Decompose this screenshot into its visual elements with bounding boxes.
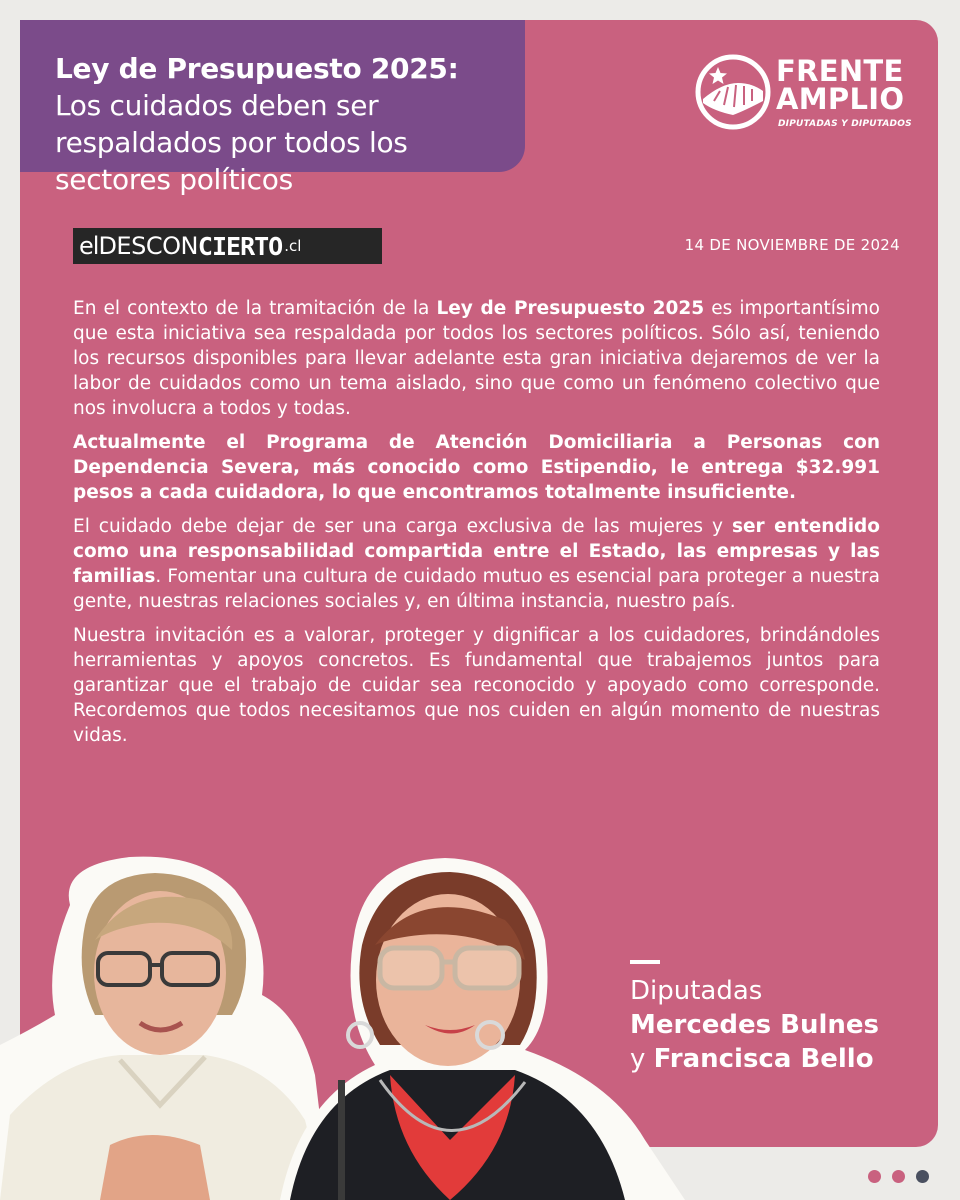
headline-rest: Los cuidados deben ser respaldados por todos los sectores políticos: [55, 89, 408, 196]
paragraph-4: [73, 623, 880, 748]
paragraph-3: [73, 514, 880, 614]
p4-text: Nuestra invitación es a valorar, proteger y dignificar a los cuidadores, brindándoles herramientas y apoyos concretos. Es fundamental que trabajemos juntos para garantizar que el trabajo de cuidar sea reconocido y apoyado como corresponde. Recordemos que todos necesitamos que nos cuiden en algún momento de nuestras vidas.: [73, 625, 880, 746]
carousel-dot-1[interactable]: [868, 1170, 881, 1183]
logo-line1: FRENTE: [776, 54, 904, 88]
signature-connector: y: [630, 1044, 654, 1074]
logo-mountain-star-icon: [694, 53, 772, 131]
carousel-dot-2[interactable]: [892, 1170, 905, 1183]
p1-bold: Ley de Presupuesto 2025: [436, 298, 705, 319]
p3-text-a: El cuidado debe dejar de ser una carga exclusiva de las mujeres y: [73, 516, 732, 537]
signature-block: [630, 960, 879, 1076]
p3-text-c: . Fomentar una cultura de cuidado mutuo es esencial para proteger a nuestra gente, nuestras relaciones sociales y, en última instancia, nuestro país.: [73, 566, 880, 612]
p1-text-a: En el contexto de la tramitación de la: [73, 298, 437, 319]
headline-bold: Ley de Presupuesto 2025:: [55, 52, 459, 85]
signature-divider: [630, 960, 660, 964]
paragraph-1: [73, 296, 880, 421]
logo-name: [776, 54, 905, 116]
outlet-el: el: [79, 232, 99, 260]
signature-name-2: Francisca Bello: [653, 1044, 874, 1074]
p1-text-c: es importantísimo que esta iniciativa sea respaldada por todos los sectores políticos. Sólo así, teniendo los recursos disponibles para llevar adelante esta gran iniciativa dejaremos de ver la labor de cuidados como un tema aislado, sino que como un fenómeno colectivo que nos involucra a todos y todas.: [73, 298, 881, 419]
outlet-cl: .cl: [284, 237, 302, 255]
signature-label: Diputadas: [630, 976, 763, 1006]
p3-bold: ser entendido como una responsabilidad compartida entre el Estado, las empresas y las familias: [73, 516, 880, 587]
article-body: [73, 296, 880, 757]
carousel-dots: [868, 1170, 929, 1183]
eldesconcierto-logo: [73, 228, 382, 264]
logo-line2: AMPLIO: [776, 82, 905, 116]
publication-date: 14 DE NOVIEMBRE DE 2024: [684, 236, 900, 254]
signature-name-1: Mercedes Bulnes: [630, 1010, 880, 1040]
logo-subtitle: DIPUTADAS Y DIPUTADOS: [778, 119, 912, 129]
carousel-dot-3[interactable]: [916, 1170, 929, 1183]
signature-name-2-line: [630, 1042, 879, 1076]
outlet-descon: DESCON: [98, 232, 198, 260]
frente-amplio-logo: [694, 53, 912, 133]
paragraph-2: [73, 430, 880, 505]
headline: [55, 50, 510, 198]
p2-bold: Actualmente el Programa de Atención Domiciliaria a Personas con Dependencia Severa, más conocido como Estipendio, le entrega $32.991 pesos a cada cuidadora, lo que encontramos totalmente insuficiente.: [73, 432, 880, 503]
outlet-cierto: CIERTO: [197, 231, 283, 261]
